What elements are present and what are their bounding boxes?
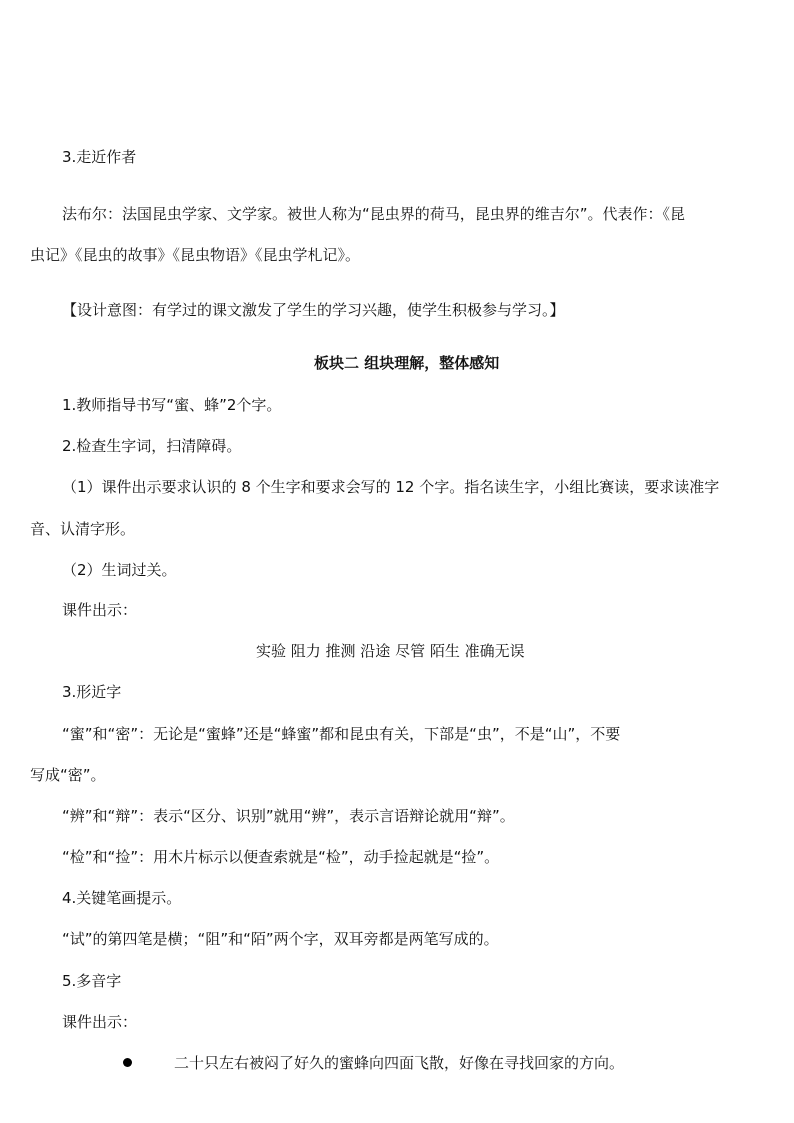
item-5-polyphonic: 5.多音字 (62, 972, 122, 990)
courseware-label-2: 课件出示： (62, 1013, 138, 1031)
courseware-label: 课件出示： (62, 601, 138, 619)
similar-chars-mi-line-2: 写成“密”。 (30, 766, 106, 784)
item-3-similar-characters: 3.形近字 (62, 683, 122, 701)
item-2-check-words: 2.检查生字词，扫清障碍。 (62, 437, 242, 455)
stroke-hint: “试”的第四笔是横；“阻”和“陌”两个字，双耳旁都是两笔写成的。 (62, 930, 499, 948)
similar-chars-jian: “检”和“捡”：用木片标示以便查索就是“检”，动手捡起就是“捡”。 (62, 848, 500, 866)
section-title-know-author: 3.走近作者 (62, 148, 137, 166)
similar-chars-bian: “辨”和“辩”：表示“区分、识别”就用“辨”，表示言语辩论就用“辩”。 (62, 807, 515, 825)
bullet-dot-icon (123, 1058, 132, 1067)
similar-chars-mi-line-1: “蜜”和“密”：无论是“蜜蜂”还是“蜂蜜”都和昆虫有关，下部是“虫”，不是“山”，不要 (62, 725, 621, 743)
author-intro-line-1: 法布尔：法国昆虫学家、文学家。被世人称为“昆虫界的荷马，昆虫界的维吉尔”。代表作：《昆 (62, 205, 686, 223)
block-two-heading: 板块二 组块理解，整体感知 (314, 354, 500, 372)
author-intro-line-2: 虫记》《昆虫的故事》《昆虫物语》《昆虫学札记》。 (30, 246, 361, 264)
design-intent-note: 【设计意图：有学过的课文激发了学生的学习兴趣，使学生积极参与学习。】 (62, 301, 565, 319)
item-4-key-strokes: 4.关键笔画提示。 (62, 889, 182, 907)
vocabulary-words: 实验 阻力 推测 沿途 尽管 陌生 准确无误 (256, 642, 525, 660)
item-1-writing-guide: 1.教师指导书写“蜜、蜂”2个字。 (62, 396, 282, 414)
item-2-sub-1-line-2: 音、认清字形。 (30, 520, 136, 538)
item-2-sub-1-line-1: （1）课件出示要求认识的 8 个生字和要求会写的 12 个字。指名读生字，小组比赛读，要求读准字 (62, 478, 720, 496)
bullet-item-1: 二十只左右被闷了好久的蜜蜂向四面飞散，好像在寻找回家的方向。 (174, 1054, 625, 1072)
item-2-sub-2: （2）生词过关。 (62, 561, 177, 579)
